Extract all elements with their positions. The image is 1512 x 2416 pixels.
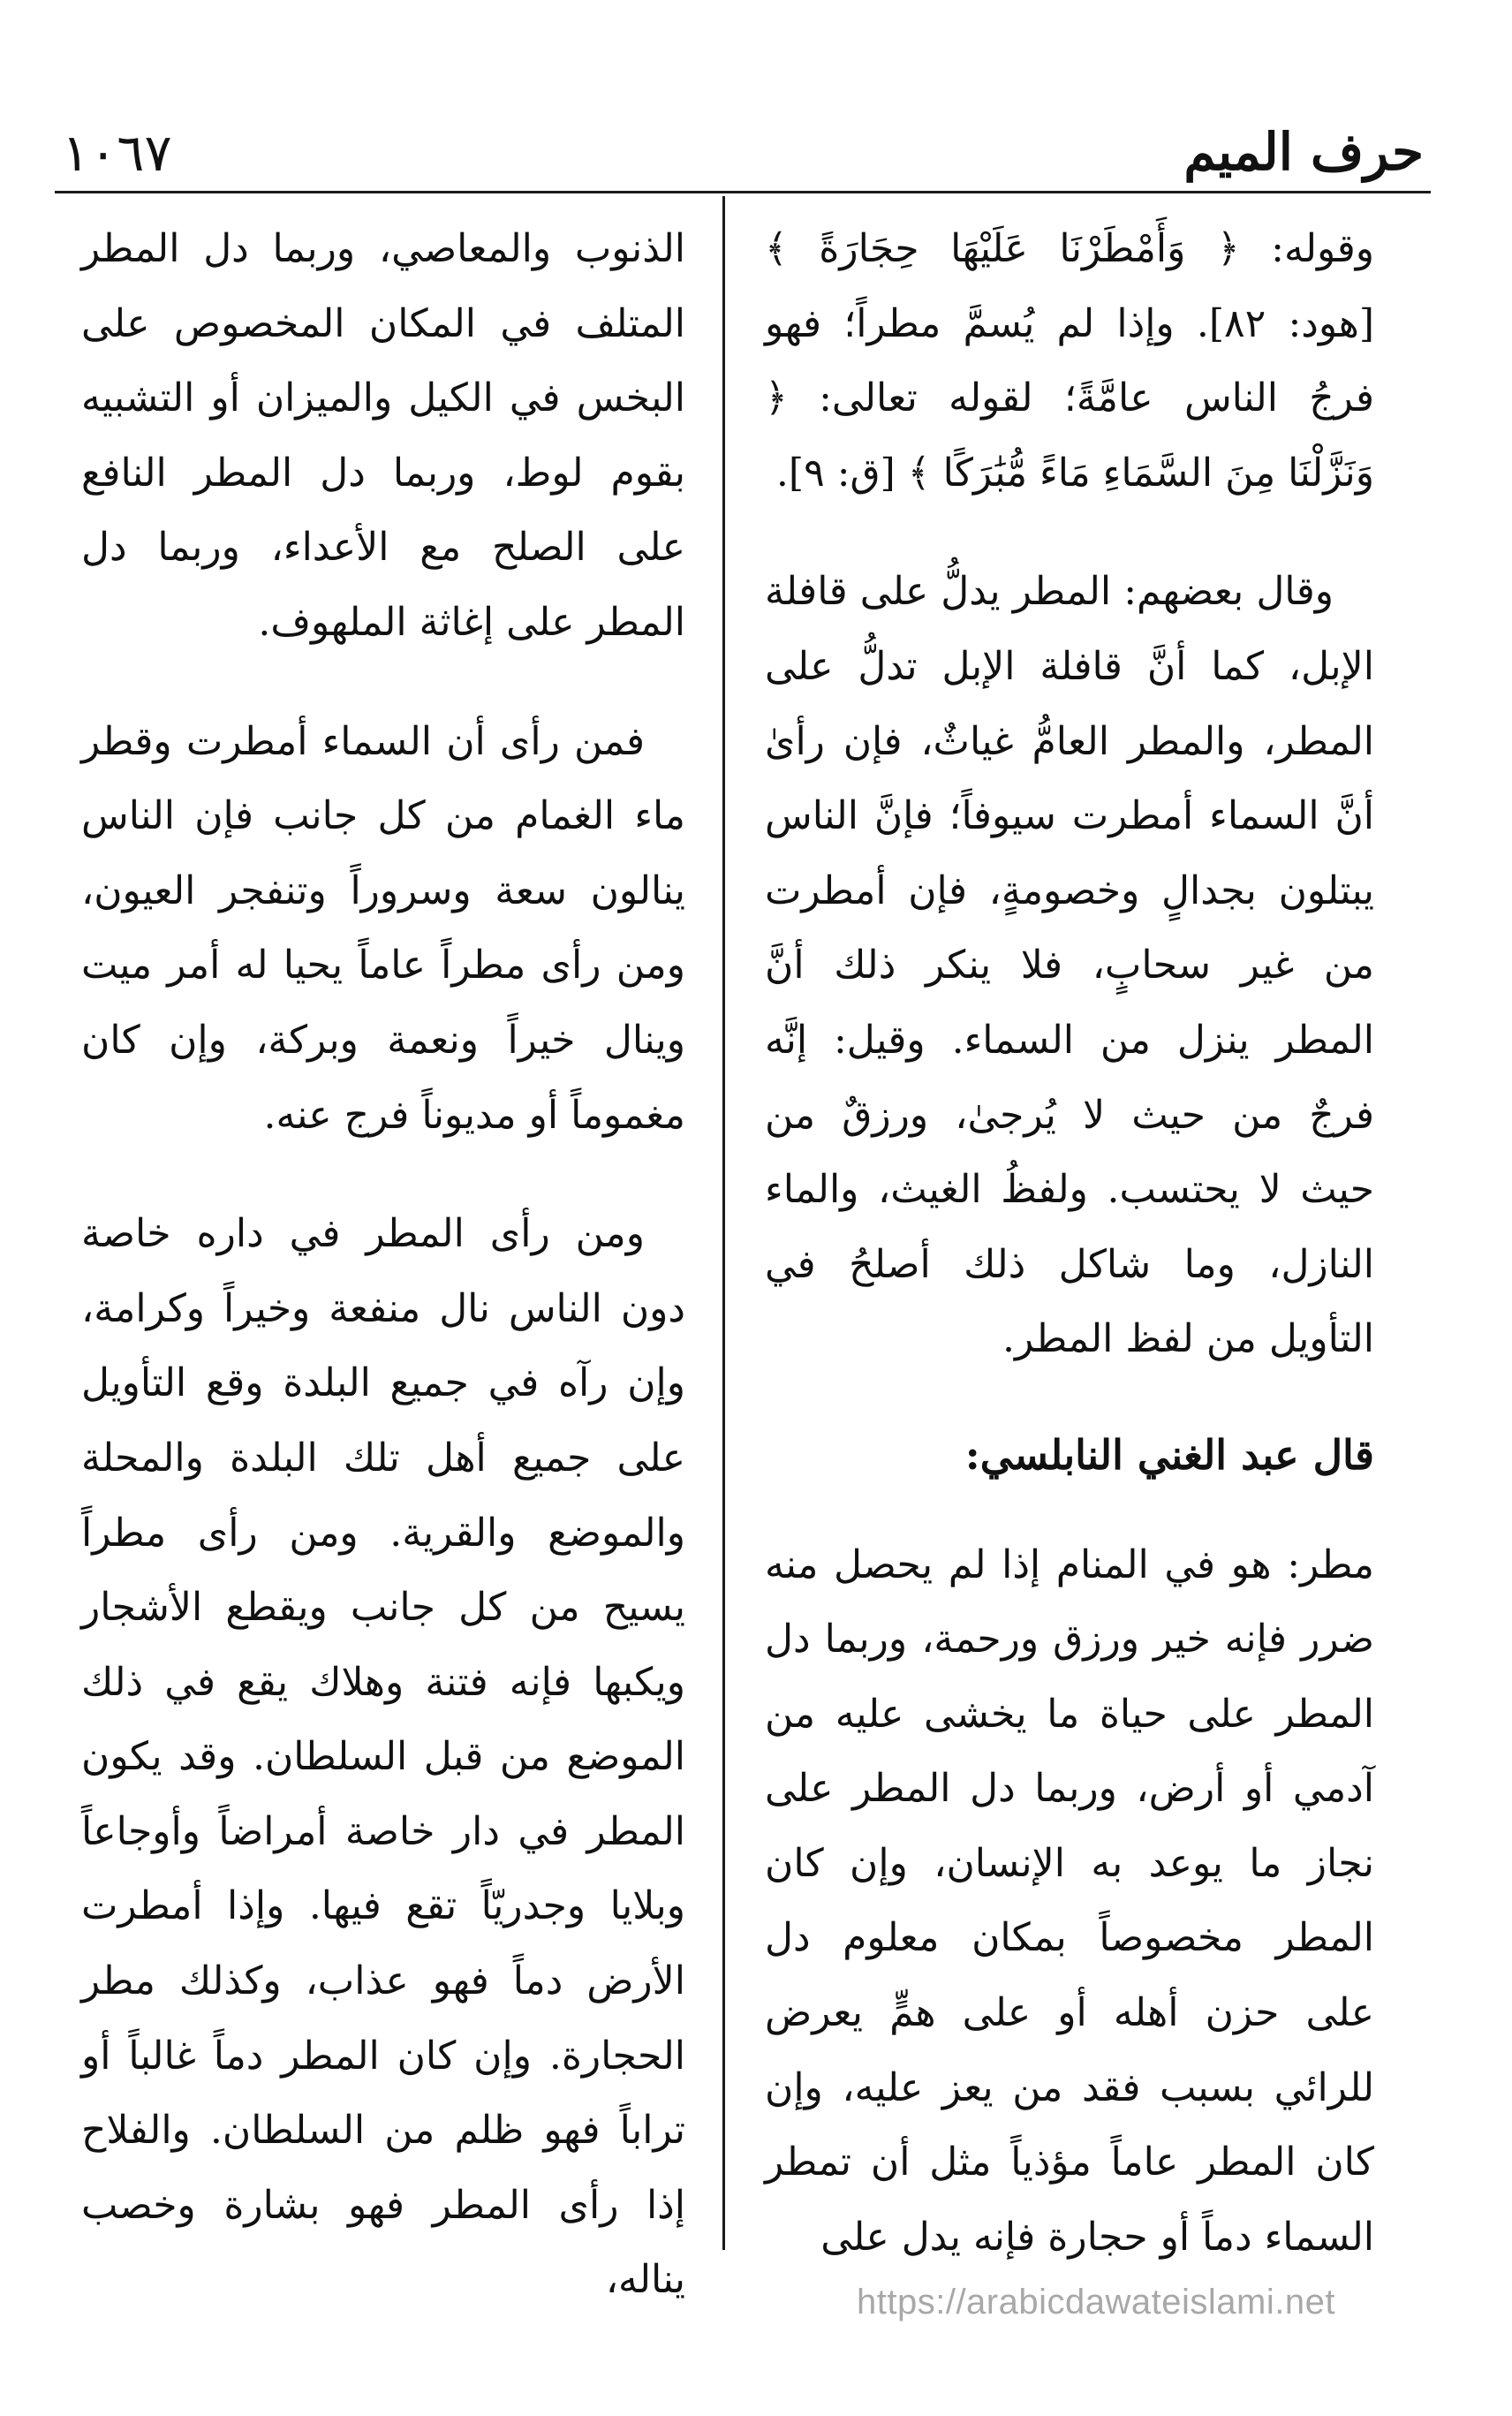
column-divider [722, 196, 725, 2250]
section-heading: قال عبد الغني النابلسي: [964, 1430, 1374, 1479]
right-column [765, 212, 1374, 2275]
running-head: حرف الميم [1183, 122, 1424, 182]
left-paragraph-1: الذنوب والمعاصي، وربما دل المطر المتلف في المكان المخصوص على البخس في الكيل والميزان أو التشبيه بقوم لوط، وربما دل المطر النافع على الصلح مع الأعداء، وربما دل المطر على إغاثة الملهوف. [81, 226, 685, 645]
watermark-url: https://arabicdawateislami.net [857, 2283, 1335, 2321]
right-paragraph-1: وقوله: ﴿ وَأَمْطَرْنَا عَلَيْهَا حِجَارَةً ﴾ [هود: ٨٢]. وإذا لم يُسمَّ مطراً؛ فهو فرجُ الناس عامَّةً؛ لقوله تعالى: ﴿ وَنَزَّلْنَا مِنَ السَّمَاءِ مَاءً مُّبَٰرَكًا ﴾ [ق: ٩]. [765, 226, 1374, 496]
left-column [81, 212, 685, 2318]
header-rule [55, 191, 1431, 193]
left-paragraph-2: فمن رأى أن السماء أمطرت وقطر ماء الغمام من كل جانب فإن الناس ينالون سعة وسروراً وتنفجر العيون، ومن رأى مطراً عاماً يحيا له أمر ميت وينال خيراً ونعمة وبركة، وإن كان مغموماً أو مديوناً فرج عنه. [81, 718, 685, 1138]
right-paragraph-2: وقال بعضهم: المطر يدلُّ على قافلة الإبل، كما أنَّ قافلة الإبل تدلُّ على المطر، والمطر العامُّ غياثٌ، فإن رأىٰ أنَّ السماء أمطرت سيوفاً؛ فإنَّ الناس يبتلون بجدالٍ وخصومةٍ، فإن أمطرت من غير سحابٍ، فلا ينكر ذلك أنَّ المطر ينزل من السماء. وقيل: إنَّه فرجٌ من حيث لا يُرجىٰ، ورزقٌ من حيث لا يحتسب. ولفظُ الغيث، والماء النازل، وما شاكل ذلك أصلحُ في التأويل من لفظ المطر. [765, 569, 1374, 1362]
right-paragraph-3: مطر: هو في المنام إذا لم يحصل منه ضرر فإنه خير ورزق ورحمة، وربما دل المطر على حياة ما يخشى عليه من آدمي أو أرض، وربما دل المطر على نجاز ما يوعد به الإنسان، وإن كان المطر مخصوصاً بمكان معلوم دل على حزن أهله أو على همٍّ يعرض للرائي بسبب فقد من يعز عليه، وإن كان المطر عاماً مؤذياً مثل أن تمطر السماء دماً أو حجارة فإنه يدل على [765, 1541, 1374, 2260]
left-paragraph-3: ومن رأى المطر في داره خاصة دون الناس نال منفعة وخيراً وكرامة، وإن رآه في جميع البلدة وقع التأويل على جميع أهل تلك البلدة والمحلة والموضع والقرية. ومن رأى مطراً يسيح من كل جانب ويقطع الأشجار ويكبها فإنه فتنة وهلاك يقع في ذلك الموضع من قبل السلطان. وقد يكون المطر في دار خاصة أمراضاً وأوجاعاً وبلايا وجدريّاً تقع فيها. وإذا أمطرت الأرض دماً فهو عذاب، وكذلك مطر الحجارة. وإن كان المطر دماً غالباً أو تراباً فهو ظلم من السلطان. والفلاح إذا رأى المطر فهو بشارة وخصب يناله، [81, 1211, 686, 2303]
page-number: ١٠٦٧ [62, 123, 172, 183]
